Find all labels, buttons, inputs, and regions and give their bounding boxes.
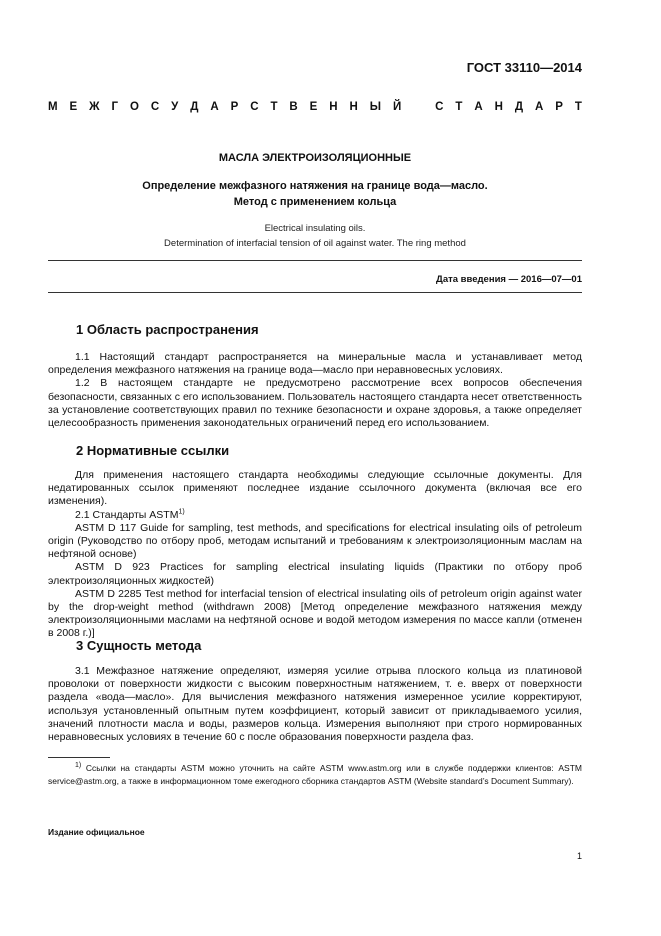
interstate-letter: Г [111, 101, 119, 113]
footnote-text [48, 762, 582, 787]
interstate-letter: Й [392, 101, 402, 113]
interstate-letter: Н [329, 101, 338, 113]
document-subtitle [48, 178, 582, 210]
interstate-letter: А [474, 101, 483, 113]
interstate-letter: А [210, 101, 219, 113]
document-title: МАСЛА ЭЛЕКТРОИЗОЛЯЦИОННЫЕ [218, 152, 412, 164]
english-title-line-1: Electrical insulating oils. [264, 223, 366, 234]
section-2-heading: 2 Нормативные ссылки [76, 443, 230, 458]
interstate-letter: С [250, 101, 259, 113]
interstate-letter: Р [230, 101, 239, 113]
footnote [48, 762, 582, 787]
page-number: 1 [576, 851, 582, 861]
reference-astm-d2285: ASTM D 2285 Test method for interfacial tension of electrical insulating oils of petroleum origin against water by the drop-weight method (withdrawn 2008) [Метод определение межфазного натяжения между электроизоляционными маслами на нефтяной основе и водой методом измерения по массе капли (отменен в 2008 г.)] [48, 587, 582, 640]
interstate-letter: Д [190, 101, 199, 113]
interstate-letter: Д [514, 101, 524, 113]
section-3-heading: 3 Сущность метода [76, 638, 202, 653]
footnote-ref: 1) [178, 508, 185, 516]
divider-bottom [48, 292, 582, 293]
interstate-letter: Т [455, 101, 463, 113]
introduction-date: Дата введения — 2016—07—01 [436, 274, 582, 285]
interstate-letter: Е [69, 101, 78, 113]
interstate-gap [413, 101, 423, 113]
paragraph-1-1: 1.1 Настоящий стандарт распространяется на минеральные масла и устанавливает метод определения межфазного натяжения на границе вода—масло при неравновесных условиях. [48, 351, 582, 377]
section-1-heading: 1 Область распространения [76, 322, 259, 337]
interstate-letter: Р [555, 101, 563, 113]
interstate-standard-heading [48, 101, 582, 113]
interstate-letter: О [129, 101, 139, 113]
interstate-letter: В [289, 101, 298, 113]
paragraph-2-intro: Для применения настоящего стандарта необходимы следующие ссылочные документы. Для недатированных ссылок применяют последнее издание ссылочного документа (включая все его изменения). [48, 469, 582, 508]
official-edition-label: Издание официальное [48, 827, 145, 837]
interstate-letter: Ж [89, 101, 100, 113]
footnote-marker: 1) [75, 762, 82, 770]
paragraph-2-1 [48, 509, 582, 522]
section-1-body [48, 351, 582, 430]
section-3-body [48, 665, 582, 744]
english-title [48, 221, 582, 251]
subtitle-line-1: Определение межфазного натяжения на границе вода—масло. [142, 180, 488, 192]
interstate-letter: Т [574, 101, 582, 113]
reference-astm-d923: ASTM D 923 Practices for sampling electrical insulating liquids (Практики по отбору проб электроизоляционных жидкостей) [48, 561, 582, 587]
interstate-letter: Н [494, 101, 503, 113]
paragraph-1-2: 1.2 В настоящем стандарте не предусмотрено рассмотрение всех вопросов обеспечения безопасности, связанных с его использованием. Пользователь настоящего стандарта несет ответственность за установление соответствующих правил по технике безопасности и охране здоровья, а также определяет целесообразность применения законодательных ограничений перед его использованием. [48, 377, 582, 430]
gost-code: ГОСТ 33110—2014 [466, 60, 582, 75]
paragraph-2-1-text: 2.1 Стандарты ASTM [75, 508, 179, 521]
section-2-body [48, 469, 582, 641]
interstate-letter: Ы [369, 101, 382, 113]
footnote-divider [48, 757, 110, 758]
reference-astm-d117: ASTM D 117 Guide for sampling, test methods, and specifications for electrical insulating oils of petroleum origin (Руководство по отбору проб, методам испытаний и требованиям к электроизоляционным маслам на нефтяной основе) [48, 521, 582, 561]
interstate-letter: С [435, 101, 444, 113]
subtitle-line-2: Метод с применением кольца [233, 196, 397, 208]
english-title-line-2: Determination of interfacial tension of oil against water. The ring method [164, 238, 466, 249]
interstate-letter: А [534, 101, 544, 113]
footnote-body: Ссылки на стандарты ASTM можно уточнить на сайте ASTM www.astm.org или в службе поддержки клиентов: ASTM service@astm.org, а также в информационном томе ежегодного сборника стандартов ASTM (Website standard’s Document Summary). [48, 763, 582, 786]
interstate-letter: С [150, 101, 160, 113]
interstate-letter: Т [270, 101, 278, 113]
divider-top [48, 260, 582, 261]
interstate-letter: Е [309, 101, 318, 113]
interstate-letter: М [48, 101, 58, 113]
interstate-letter: У [171, 101, 179, 113]
paragraph-3-1: 3.1 Межфазное натяжение определяют, измеряя усилие отрыва плоского кольца из платиновой проволоки от поверхности жидкости с высоким поверхностным натяжением, т. е. вверх от поверхности раздела «вода—масло». Для вычисления межфазного натяжения измеренное усилие корректируют, используя установленный опытным путем коэффициент, который зависит от прикладываемого усилия, значений плотности масла и воды, размеров кольца. Измерения выполняют при строго нормированных неравновесных условиях в течение 60 с после образования поверхности раздела фаз. [48, 665, 582, 744]
interstate-letter: Н [349, 101, 358, 113]
